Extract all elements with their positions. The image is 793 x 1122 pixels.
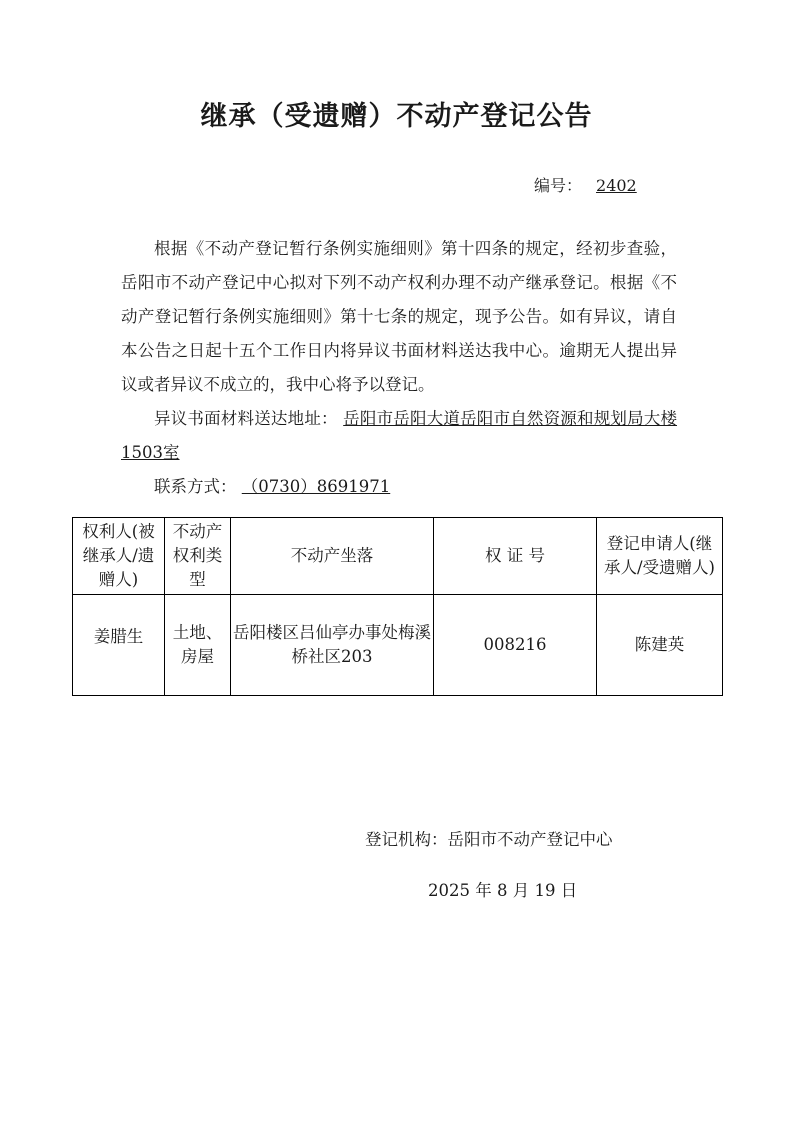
cell-applicant: 陈建英 — [597, 595, 723, 696]
header-property-type: 不动产权利类型 — [165, 518, 231, 595]
serial-number-line — [534, 173, 637, 196]
registration-table — [72, 517, 723, 696]
cell-location: 岳阳楼区吕仙亭办事处梅溪桥社区203 — [231, 595, 434, 696]
table-header-row — [73, 518, 723, 595]
header-location: 不动产坐落 — [231, 518, 434, 595]
cell-property-type: 土地、房屋 — [165, 595, 231, 696]
objection-address-line — [121, 402, 677, 470]
header-certificate-no: 权 证 号 — [434, 518, 597, 595]
cell-certificate-no: 008216 — [434, 595, 597, 696]
header-applicant: 登记申请人(继承人/受遗赠人) — [597, 518, 723, 595]
cell-right-holder: 姜腊生 — [73, 595, 165, 696]
table-row — [73, 595, 723, 696]
notice-body-paragraph: 根据《不动产登记暂行条例实施细则》第十四条的规定，经初步查验，岳阳市不动产登记中心拟对下列不动产权利办理不动产继承登记。根据《不动产登记暂行条例实施细则》第十七条的规定，现予公告。如有异议，请自本公告之日起十五个工作日内将异议书面材料送达我中心。逾期无人提出异议或者异议不成立的，我中心将予以登记。 — [121, 239, 677, 394]
notice-title: 继承（受遗赠）不动产登记公告 — [200, 101, 593, 132]
contact-label: 联系方式： — [154, 477, 237, 496]
serial-number: 2402 — [596, 176, 637, 195]
contact-phone: （0730）8691971 — [241, 477, 391, 496]
org-label: 登记机构： — [365, 830, 448, 849]
notice-date: 2025 年 8 月 19 日 — [428, 881, 578, 900]
registration-authority — [365, 826, 613, 850]
header-right-holder: 权利人(被继承人/遗赠人) — [73, 518, 165, 595]
objection-address: 岳阳市岳阳大道岳阳市自然资源和规划局大楼1503室 — [121, 409, 678, 462]
serial-label: 编号： — [534, 176, 583, 195]
objection-address-label: 异议书面材料送达地址： — [154, 409, 338, 428]
org-name: 岳阳市不动产登记中心 — [447, 830, 613, 849]
contact-line — [121, 470, 677, 504]
